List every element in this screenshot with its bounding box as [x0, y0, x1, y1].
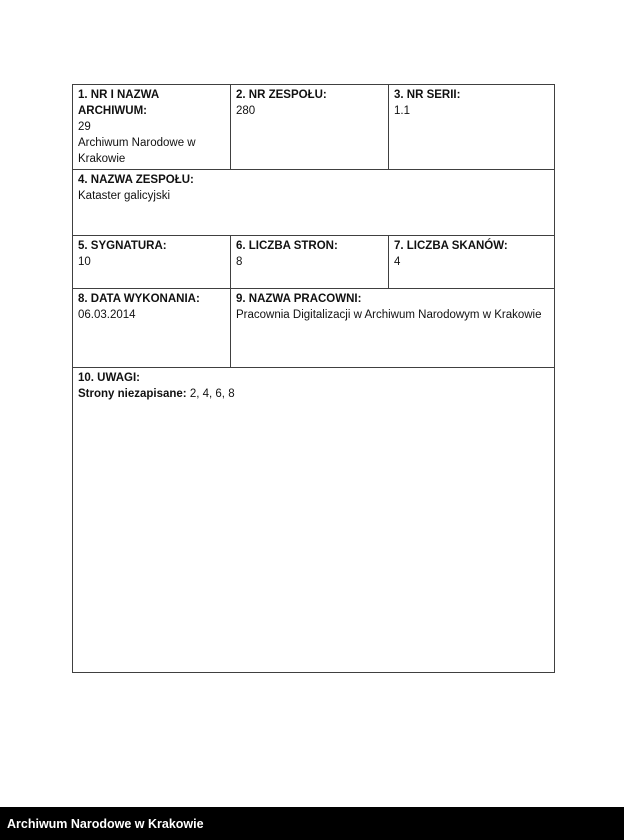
field-uwagi: [73, 368, 555, 673]
field-label-nr-i-nazwa-archiwum: 1. NR I NAZWA ARCHIWUM:: [78, 89, 159, 117]
table-row: [73, 236, 555, 289]
archive-metadata-table: [72, 84, 555, 673]
field-label-nr-serii: 3. NR SERII:: [394, 89, 461, 101]
field-label-sygnatura: 5. SYGNATURA:: [78, 240, 167, 252]
field-value-nr-zespolu: 280: [236, 105, 256, 117]
field-value-liczba-skanow: 4: [394, 256, 401, 268]
field-label-uwagi: 10. UWAGI:: [78, 372, 140, 384]
field-value-nazwa-zespolu: Kataster galicyjski: [78, 190, 171, 202]
field-value-data-wykonania: 06.03.2014: [78, 309, 136, 321]
remark-label: Strony niezapisane:: [78, 388, 187, 400]
field-value-nazwa-pracowni: Pracownia Digitalizacji w Archiwum Narodowym w Krakowie: [236, 309, 542, 321]
field-nr-zespolu: [231, 85, 389, 170]
field-label-nr-zespolu: 2. NR ZESPOŁU:: [236, 89, 327, 101]
field-value-liczba-stron: 8: [236, 256, 243, 268]
field-label-liczba-skanow: 7. LICZBA SKANÓW:: [394, 240, 508, 252]
field-label-nazwa-pracowni: 9. NAZWA PRACOWNI:: [236, 293, 362, 305]
field-nazwa-pracowni: [231, 289, 555, 368]
field-label-liczba-stron: 6. LICZBA STRON:: [236, 240, 338, 252]
table-row: [73, 170, 555, 236]
field-label-data-wykonania: 8. DATA WYKONANIA:: [78, 293, 200, 305]
field-label-nazwa-zespolu: 4. NAZWA ZESPOŁU:: [78, 174, 194, 186]
footer-bar: [0, 807, 624, 840]
footer-title: Archiwum Narodowe w Krakowie: [7, 816, 204, 831]
table-row: [73, 85, 555, 170]
remark-value: 2, 4, 6, 8: [186, 388, 235, 400]
field-value-uwagi: [78, 386, 549, 402]
table-row: [73, 289, 555, 368]
field-value-archive-name: Archiwum Narodowe w Krakowie: [78, 137, 196, 165]
field-nazwa-zespolu: [73, 170, 555, 236]
field-value-archive-number: 29: [78, 121, 91, 133]
field-value-sygnatura: 10: [78, 256, 91, 268]
table-row: [73, 368, 555, 673]
field-sygnatura: [73, 236, 231, 289]
field-data-wykonania: [73, 289, 231, 368]
field-liczba-skanow: [389, 236, 555, 289]
field-value-nr-serii: 1.1: [394, 105, 410, 117]
field-nr-serii: [389, 85, 555, 170]
field-liczba-stron: [231, 236, 389, 289]
field-nr-i-nazwa-archiwum: [73, 85, 231, 170]
